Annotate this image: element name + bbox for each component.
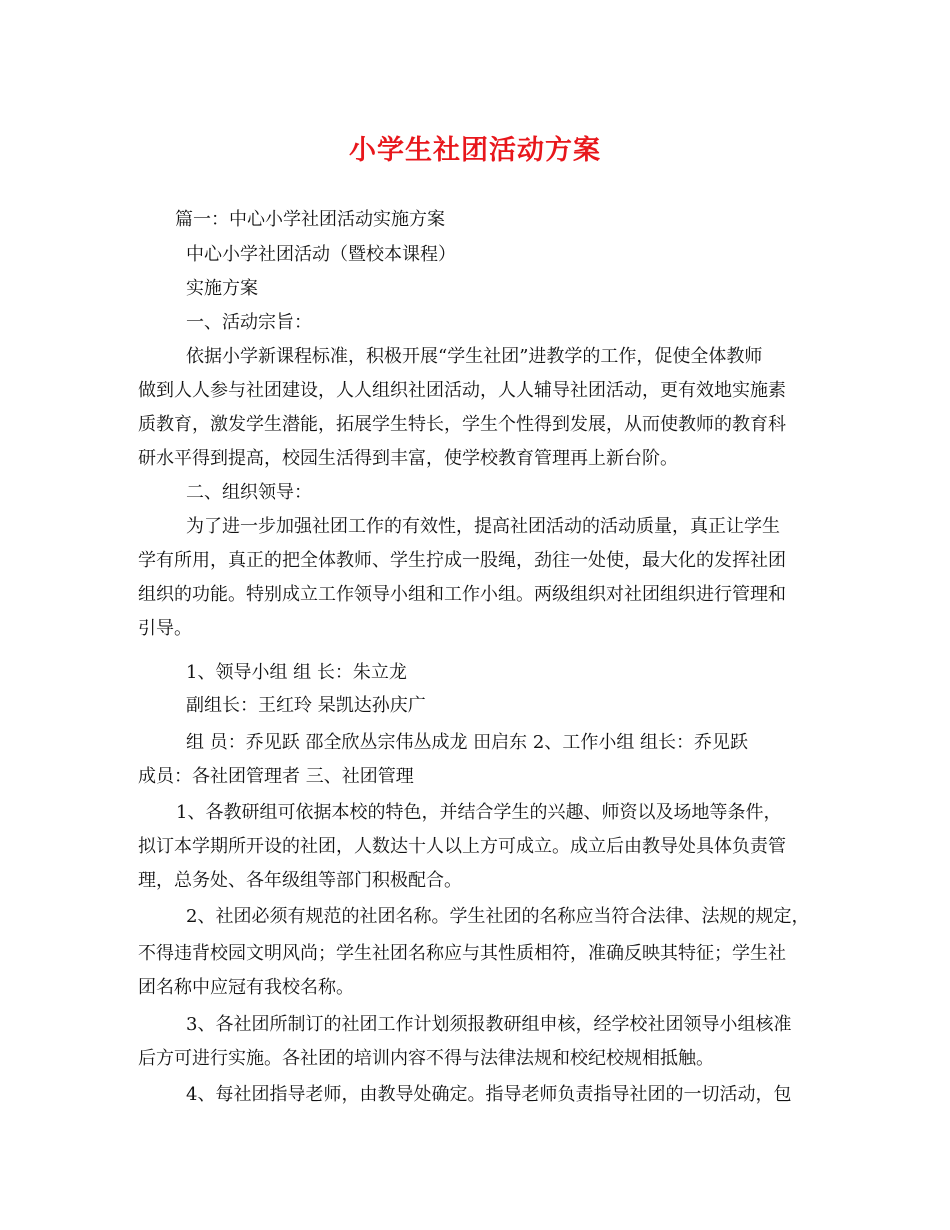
paragraph-line: 1、各教研组可依据本校的特色，并结合学生的兴趣、师资以及场地等条件， [176, 802, 782, 823]
paragraph-line: 1、领导小组 组 长：朱立龙 [186, 662, 407, 683]
paragraph-line: 研水平得到提高，校园生活得到丰富，使学校教育管理再上新台阶。 [138, 448, 678, 469]
document-title: 小学生社团活动方案 [349, 135, 601, 166]
paragraph-line: 3、各社团所制订的社团工作计划须报教研组申核，经学校社团领导小组核准 [186, 1014, 792, 1035]
paragraph-line: 为了进一步加强社团工作的有效性，提高社团活动的活动质量，真正让学生 [186, 516, 780, 537]
paragraph-line: 组织的功能。特别成立工作领导小组和工作小组。两级组织对社团组织进行管理和 [138, 584, 786, 605]
paragraph-line: 引导。 [138, 618, 192, 639]
paragraph-line: 依据小学新课程标准，积极开展“学生社团”进教学的工作，促使全体教师 [186, 346, 763, 367]
paragraph-line: 实施方案 [186, 278, 258, 299]
section-heading: 一、活动宗旨： [186, 312, 312, 333]
paragraph-line: 副组长：王红玲 杲凯达孙庆广 [186, 695, 426, 716]
paragraph-line: 拟订本学期所开设的社团，人数达十人以上方可成立。成立后由教导处具体负责管 [138, 836, 786, 857]
paragraph-line: 中心小学社团活动（暨校本课程） [186, 244, 456, 265]
paragraph-line: 后方可进行实施。各社团的培训内容不得与法律法规和校纪校规相抵触。 [138, 1048, 714, 1069]
section-heading: 二、组织领导： [186, 482, 312, 503]
paragraph-line: 2、社团必须有规范的社团名称。学生社团的名称应当符合法律、法规的规定， [186, 906, 810, 927]
paragraph-line: 学有所用，真正的把全体教师、学生拧成一股绳，劲往一处使，最大化的发挥社团 [138, 550, 786, 571]
paragraph-line: 质教育，激发学生潜能，拓展学生特长，学生个性得到发展，从而使教师的教育科 [138, 414, 786, 435]
paragraph-line: 不得违背校园文明风尚；学生社团名称应与其性质相符，准确反映其特征；学生社 [138, 943, 786, 964]
paragraph-line: 4、每社团指导老师，由教导处确定。指导老师负责指导社团的一切活动，包 [186, 1084, 792, 1105]
paragraph-line: 做到人人参与社团建设，人人组织社团活动，人人辅导社团活动，更有效地实施素 [138, 380, 786, 401]
paragraph-line: 成员：各社团管理者 三、社团管理 [138, 766, 414, 787]
paragraph-line: 理，总务处、各年级组等部门积极配合。 [138, 870, 462, 891]
paragraph-line: 篇一：中心小学社团活动实施方案 [175, 209, 445, 230]
paragraph-line: 组 员：乔见跃 邵全欣丛宗伟丛成龙 田启东 2、工作小组 组长：乔见跃 [186, 732, 749, 753]
paragraph-line: 团名称中应冠有我校名称。 [138, 977, 354, 998]
